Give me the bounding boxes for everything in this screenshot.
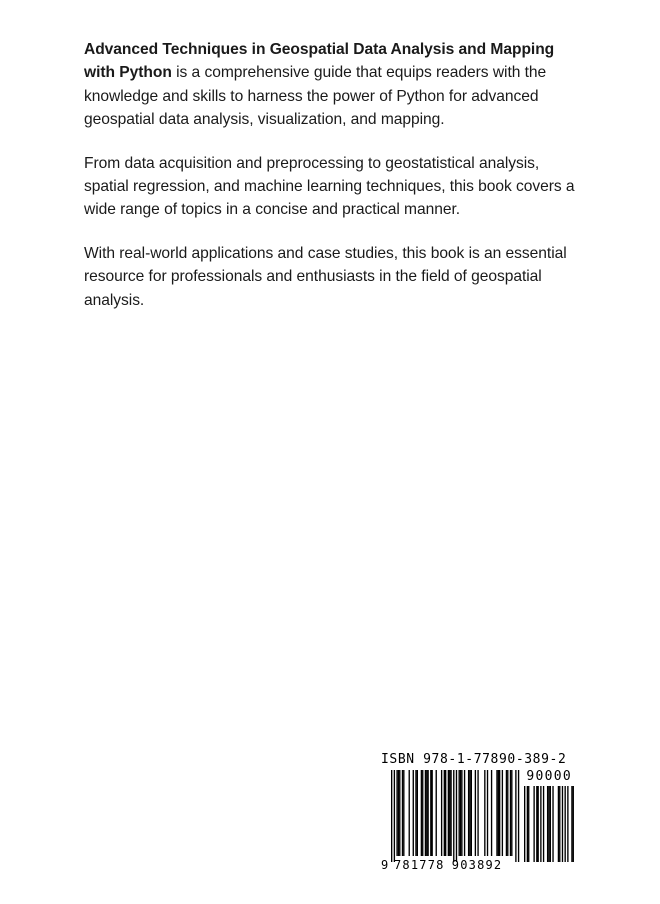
- addon-bar: [559, 786, 560, 862]
- barcode-bar: [469, 770, 470, 856]
- barcode-addon-number: 90000: [526, 769, 572, 784]
- addon-bars: [524, 786, 574, 862]
- addon-bar: [528, 786, 529, 862]
- barcode-bar: [468, 770, 469, 856]
- barcode-bar: [496, 770, 497, 856]
- addon-bar: [562, 786, 563, 862]
- ean-first-digit: 9: [381, 858, 389, 872]
- barcode-bar: [430, 770, 431, 856]
- barcode-bar: [441, 770, 442, 856]
- barcode-bar: [399, 770, 400, 856]
- addon-bar: [540, 786, 541, 862]
- isbn-label: ISBN 978-1-77890-389-2: [381, 752, 567, 767]
- barcode-bar: [409, 770, 410, 856]
- barcode-bar: [491, 770, 492, 856]
- addon-bar: [533, 786, 534, 862]
- blurb-paragraph-1-text: is a comprehensive guide that equips readers with the knowledge and skills to harness the power of Python for advanced geospatial data analysis, visualization, and mapping.: [84, 64, 547, 129]
- barcode-bar: [464, 770, 465, 856]
- barcode-bar: [448, 770, 449, 856]
- barcode-bar: [456, 770, 457, 862]
- addon-bar: [567, 786, 568, 862]
- isbn-barcode: [379, 752, 574, 876]
- book-title: Advanced Techniques in Geospatial Data Analysis and Mapping with Python: [84, 41, 555, 82]
- back-cover-blurb: [84, 38, 584, 332]
- addon-bar: [538, 786, 539, 862]
- barcode-bar: [477, 770, 478, 856]
- addon-bar: [573, 786, 574, 862]
- barcode-bar: [510, 770, 511, 856]
- barcode-bar: [394, 770, 395, 862]
- addon-bar: [548, 786, 549, 862]
- barcode-bar: [402, 770, 403, 856]
- barcode-bar: [471, 770, 472, 856]
- barcode-bar: [445, 770, 446, 856]
- barcode-bar: [511, 770, 512, 856]
- barcode-bar: [449, 770, 450, 856]
- addon-bar: [565, 786, 566, 862]
- barcode-bar: [461, 770, 462, 856]
- barcode-bar: [415, 770, 416, 856]
- barcode-bar: [515, 770, 516, 862]
- barcode-bar: [487, 770, 488, 856]
- addon-bar: [524, 786, 525, 862]
- barcode-bar: [518, 770, 519, 862]
- addon-bar: [536, 786, 537, 862]
- ean-left-group: 781778: [394, 858, 445, 872]
- barcode-bar: [403, 770, 404, 856]
- barcode-bar: [498, 770, 499, 856]
- barcode-bar: [426, 770, 427, 856]
- barcode-bar: [475, 770, 476, 856]
- barcode-bar: [450, 770, 451, 856]
- barcode-bar: [444, 770, 445, 856]
- addon-bar: [543, 786, 544, 862]
- addon-bar: [552, 786, 553, 862]
- addon-bar: [558, 786, 559, 862]
- addon-bar: [550, 786, 551, 862]
- barcode-bar: [396, 770, 397, 856]
- barcode-bar: [502, 770, 503, 856]
- ean-right-group: 903892: [451, 858, 503, 872]
- barcode-bar: [421, 770, 422, 856]
- blurb-paragraph-2: From data acquisition and preprocessing to geostatistical analysis, spatial regression, and machine learning techniques, this book covers a wide range of topics in a concise and practical manner.: [84, 154, 575, 219]
- barcode-bar: [460, 770, 461, 856]
- addon-bar: [547, 786, 548, 862]
- barcode-bar: [484, 770, 485, 856]
- barcode-bar: [391, 770, 392, 862]
- ean13-bars: [391, 770, 519, 862]
- barcode-bar: [459, 770, 460, 856]
- barcode-bar: [499, 770, 500, 856]
- barcode-bar: [506, 770, 507, 856]
- addon-bar: [571, 786, 572, 862]
- addon-bar: [527, 786, 528, 862]
- barcode-bar: [417, 770, 418, 856]
- barcode-bar: [432, 770, 433, 856]
- barcode-bar: [436, 770, 437, 856]
- barcode-bar: [413, 770, 414, 856]
- barcode-bar: [427, 770, 428, 856]
- barcode-bar: [453, 770, 454, 862]
- barcode-bar: [422, 770, 423, 856]
- barcode-bar: [398, 770, 399, 856]
- barcode-bar: [425, 770, 426, 856]
- blurb-paragraph-1: [84, 38, 584, 132]
- barcode-bar: [507, 770, 508, 856]
- ean-digits: [381, 858, 502, 872]
- blurb-paragraph-3: With real-world applications and case studies, this book is an essential resource for professionals and enthusiasts in the field of geospatial analysis.: [84, 244, 567, 309]
